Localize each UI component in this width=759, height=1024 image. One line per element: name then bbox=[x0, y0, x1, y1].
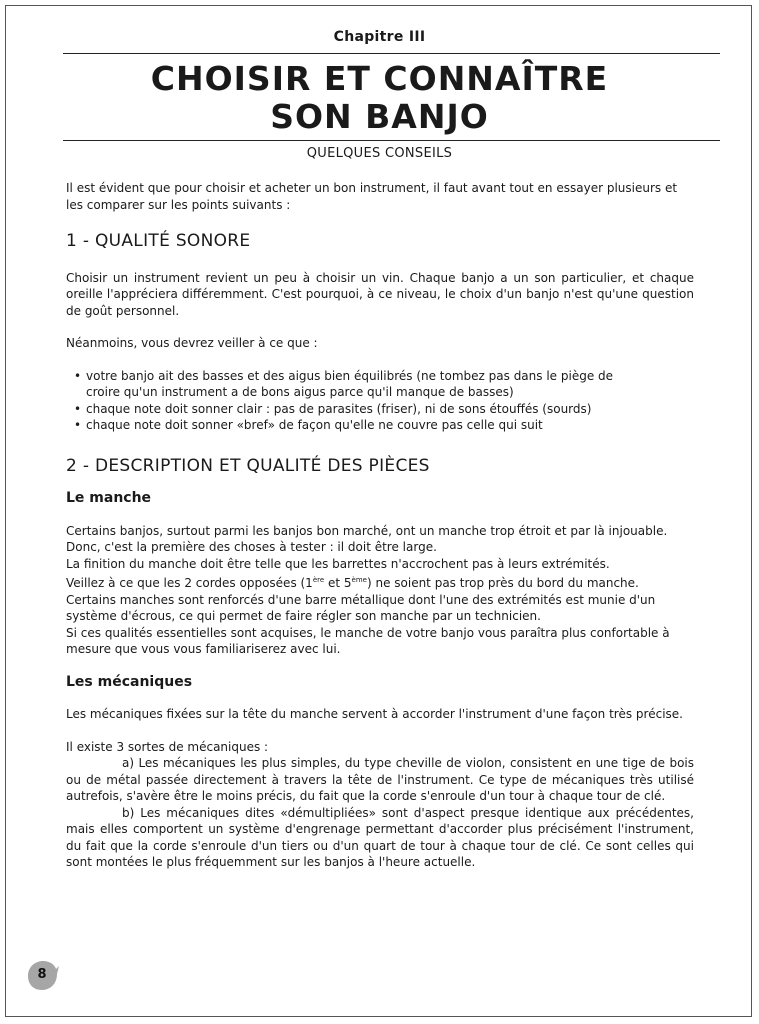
manche-line-2: La finition du manche doit être telle que les barrettes n'accrochent pas à leurs extrémités. bbox=[66, 556, 610, 571]
intro-paragraph: Il est évident que pour choisir et acheter un bon instrument, il faut avant tout en essayer plusieurs et les comparer sur les points suivants : bbox=[66, 181, 678, 212]
section-2-heading: 2 - DESCRIPTION ET QUALITÉ DES PIÈCES bbox=[66, 455, 430, 476]
top-rule bbox=[63, 53, 720, 54]
bottom-rule bbox=[63, 140, 720, 141]
mecaniques-paragraph-1: Les mécaniques fixées sur la tête du manche servent à accorder l'instrument d'une façon très précise. bbox=[66, 707, 683, 721]
section-1-heading: 1 - QUALITÉ SONORE bbox=[66, 231, 251, 251]
chapter-label: Chapitre III bbox=[333, 29, 426, 45]
page-number: 8 bbox=[37, 967, 47, 982]
manche-line-5: Si ces qualités essentielles sont acquises, le manche de votre banjo vous paraîtra plus confortable à mesure que vous vous familiariserez avec lui. bbox=[66, 625, 670, 656]
page-title bbox=[0, 60, 759, 136]
page-content bbox=[66, 180, 694, 871]
subsection-manche-heading: Le manche bbox=[66, 490, 152, 506]
mecaniques-item-a: a) Les mécaniques les plus simples, du type cheville de violon, consistent en une tige de bois ou de métal passée directement à travers la tête de l'instrument. Ce type de mécaniques très utilisé autrefois, s'avère être le moins précis, du fait que la corde s'enroule d'un tour à chaque tour de clé. bbox=[66, 756, 694, 803]
list-item: • votre banjo ait des basses et des aigus bien équilibrés (ne tombez pas dans le piège de croire qu'un instrument a de bons aigus parce qu'il manque de basses) bbox=[78, 368, 694, 401]
subsection-mecaniques-heading: Les mécaniques bbox=[66, 673, 193, 690]
list-item: • chaque note doit sonner «bref» de façon qu'elle ne couvre pas celle qui suit bbox=[78, 417, 694, 434]
section-1-paragraph-1: Choisir un instrument revient un peu à choisir un vin. Chaque banjo a un son particulier, et chaque oreille l'appréciera différemment. C'est pourquoi, à ce niveau, le choix d'un banjo n'est qu'une question de goût personnel. bbox=[66, 270, 694, 318]
list-item: • chaque note doit sonner clair : pas de parasites (friser), ni de sons étouffés (sourds) bbox=[78, 401, 694, 418]
manche-line-4: Certains manches sont renforcés d'une barre métallique dont l'une des extrémités est munie d'un système d'écrous, ce qui permet de faire régler son manche par un technicien. bbox=[66, 592, 656, 623]
manche-line-3: Veillez à ce que les 2 cordes opposées (1ère et 5ème) ne soient pas trop près du bord du manche. bbox=[66, 576, 639, 590]
section-1-paragraph-2: Néanmoins, vous devrez veiller à ce que : bbox=[66, 336, 318, 350]
page-subtitle: QUELQUES CONSEILS bbox=[306, 146, 453, 161]
mecaniques-item-b: b) Les mécaniques dites «démultipliées» sont d'aspect presque identique aux précédentes, mais elles comportent un système d'engrenage permettant d'accorder plus précisément l'instrument, du fait que la corde s'enroule d'un tiers ou d'un quart de tour à chaque tour de clé. Ce sont celles qui sont montées le plus fréquemment sur les banjos à l'heure actuelle. bbox=[66, 805, 694, 869]
quality-bullet-list bbox=[66, 368, 694, 434]
page-number-badge bbox=[24, 958, 60, 992]
mecaniques-paragraph-2: Il existe 3 sortes de mécaniques : bbox=[66, 739, 269, 754]
title-line-2: SON BANJO bbox=[270, 97, 489, 136]
title-line-1: CHOISIR ET CONNAÎTRE bbox=[150, 59, 609, 98]
manche-line-1: Certains banjos, surtout parmi les banjos bon marché, ont un manche trop étroit et par là injouable. Donc, c'est la première des choses à tester : il doit être large. bbox=[66, 523, 668, 554]
